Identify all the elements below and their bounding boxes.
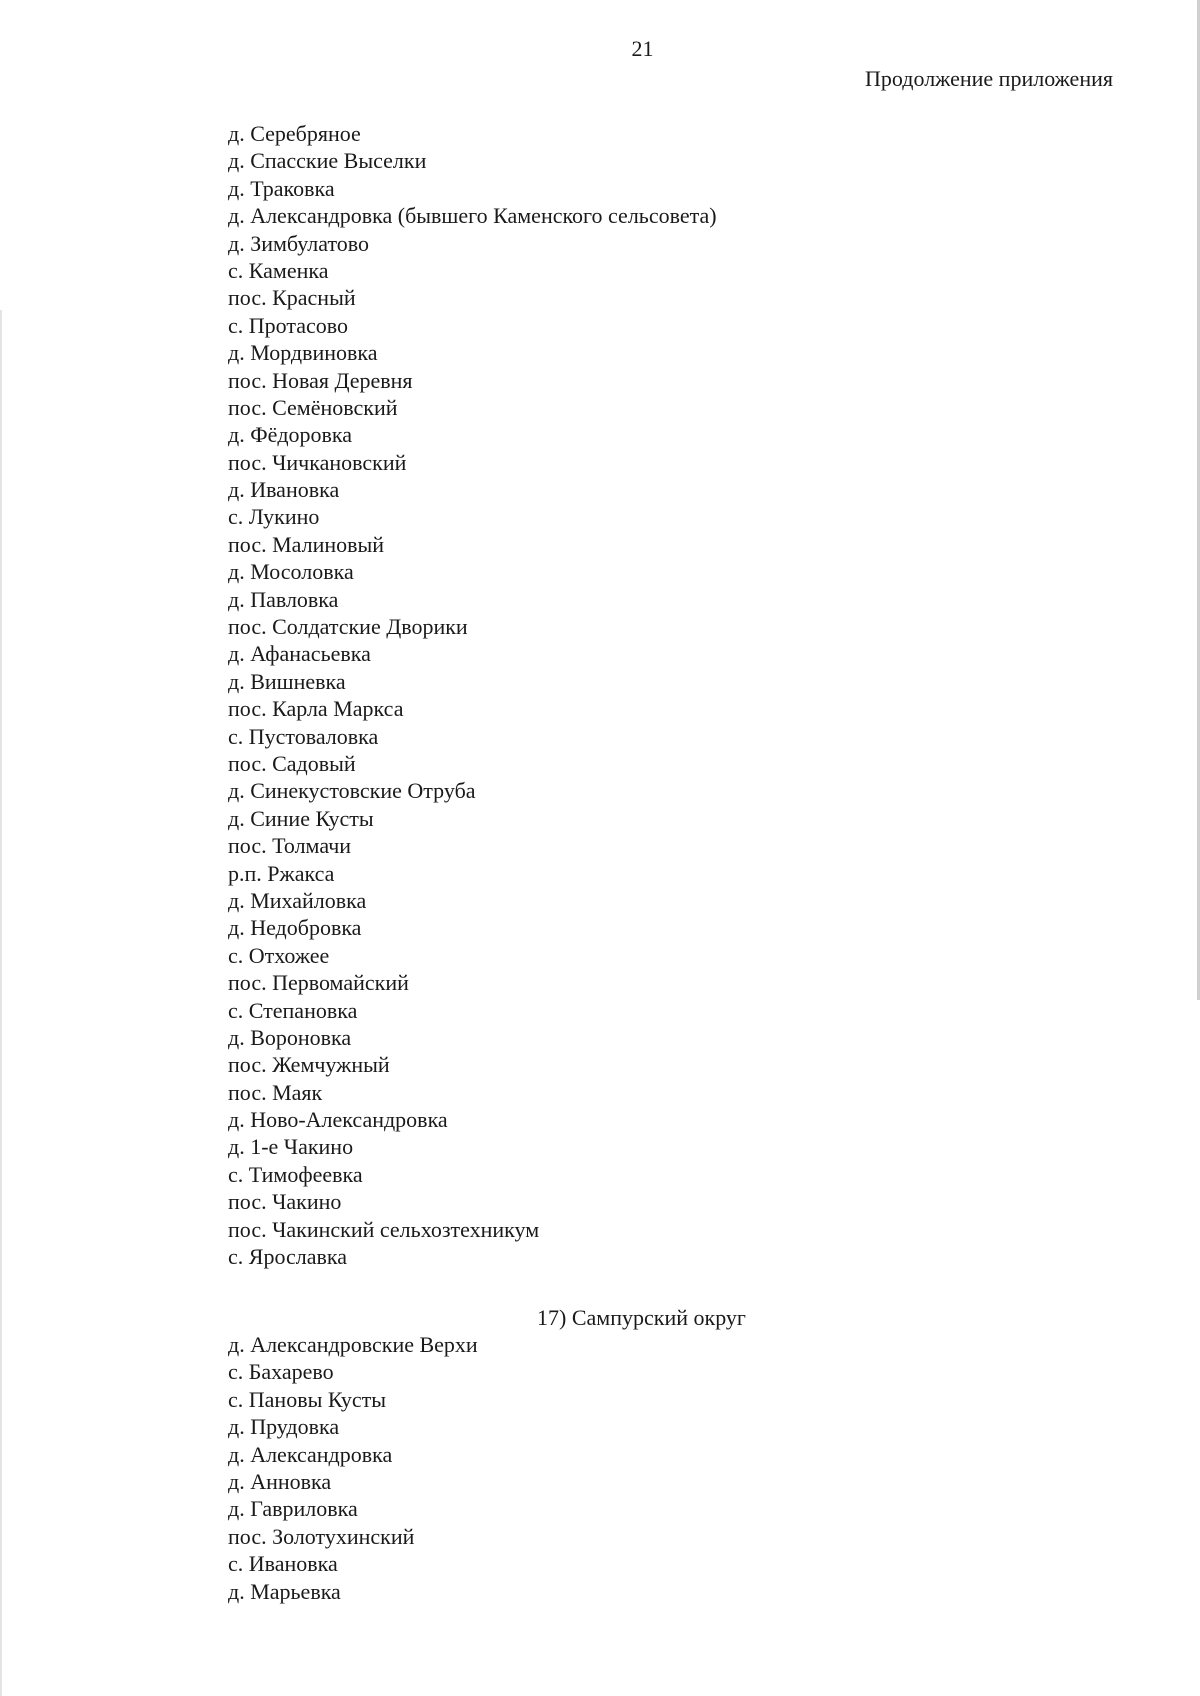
list-item: д. 1-е Чакино [228,1134,354,1160]
list-item: пос. Чичкановский [228,449,407,475]
list-item: пос. Новая Деревня [228,367,413,393]
list-item: д. Александровка (бывшего Каменского сельсовета) [228,203,717,229]
list-item: с. Ивановка [228,1551,338,1577]
list-item: пос. Толмачи [228,833,352,859]
list-item: д. Фёдоровка [228,422,353,448]
list-item: д. Прудовка [228,1414,340,1440]
list-item: пос. Солдатские Дворики [228,614,468,640]
list-item: д. Вороновка [228,1024,352,1050]
list-item: пос. Жемчужный [228,1052,390,1078]
list-item: с. Лукино [228,504,320,530]
list-item: д. Ново-Александровка [228,1107,448,1133]
settlement-list-main [228,120,717,1270]
list-item: д. Анновка [228,1468,332,1494]
list-item: д. Синие Кусты [228,805,374,831]
list-item: д. Ивановка [228,477,340,503]
page-number: 21 [631,36,654,61]
scan-edge-left [0,310,2,1696]
list-item: д. Зимбулатово [228,230,370,256]
list-item: р.п. Ржакса [228,860,335,886]
list-item: пос. Красный [228,285,356,311]
list-item: д. Михайловка [228,887,367,913]
list-item: д. Александровка [228,1441,393,1467]
list-item: с. Пустоваловка [228,723,379,749]
list-item: пос. Золотухинский [228,1523,415,1549]
list-item: пос. Маяк [228,1079,323,1105]
list-item: д. Афанасьевка [228,641,371,667]
list-item: д. Траковка [228,175,335,201]
list-item: с. Степановка [228,997,358,1023]
list-item: д. Мордвиновка [228,340,378,366]
list-item: с. Отхожее [228,942,330,968]
list-item: с. Пановы Кусты [228,1386,387,1412]
list-item: д. Мосоловка [228,559,354,585]
section-heading-17: 17) Сампурский округ [537,1305,746,1330]
list-item: с. Тимофеевка [228,1161,363,1187]
list-item: пос. Первомайский [228,970,409,996]
list-item: пос. Семёновский [228,394,398,420]
list-item: д. Недобровка [228,915,362,941]
list-item: д. Серебряное [228,121,361,146]
list-item: с. Бахарево [228,1359,334,1385]
list-item: пос. Малиновый [228,531,385,557]
list-item: д. Гавриловка [228,1496,358,1522]
list-item: пос. Карла Маркса [228,696,404,722]
list-item: д. Марьевка [228,1578,341,1604]
list-item: д. Павловка [228,586,339,612]
list-item: д. Спасские Выселки [228,148,427,174]
settlement-list-17 [228,1331,478,1605]
list-item: д. Вишневка [228,668,346,694]
list-item: с. Каменка [228,257,329,283]
list-item: пос. Чакино [228,1189,342,1215]
list-item: пос. Чакинский сельхозтехникум [228,1216,540,1242]
continuation-label: Продолжение приложения [865,66,1113,91]
list-item: с. Протасово [228,312,349,338]
list-item: д. Александровские Верхи [228,1332,478,1357]
list-item: с. Ярославка [228,1244,348,1270]
list-item: пос. Садовый [228,750,356,776]
list-item: д. Синекустовские Отруба [228,778,476,804]
